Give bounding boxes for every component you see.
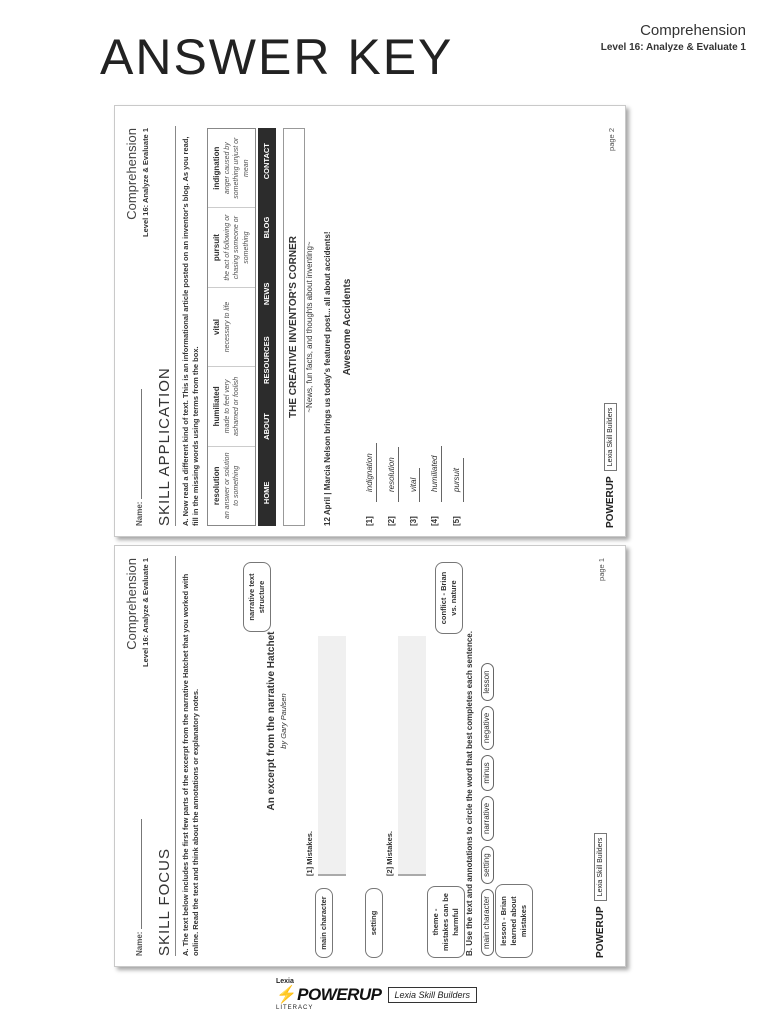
- word-def: the act of following or chasing someone or something: [223, 214, 250, 281]
- brand-tag: Lexia Skill Builders: [594, 833, 607, 902]
- nav-news: NEWS: [262, 282, 271, 306]
- answer-word: humiliated: [430, 446, 442, 502]
- answer-num: [2]: [386, 516, 396, 526]
- answer-row: [430, 128, 442, 526]
- page-2-rotated-content: [115, 116, 625, 536]
- powerup-logo: [276, 978, 382, 1011]
- word-term: pursuit: [212, 234, 221, 262]
- answer-word: pursuit: [452, 458, 464, 502]
- word-term: resolution: [212, 466, 221, 506]
- paragraph-2-text: [398, 636, 426, 876]
- circled-answer: negative: [481, 706, 494, 750]
- word-bank-item: [208, 446, 255, 525]
- circled-answer: minus: [481, 755, 494, 790]
- page-program: Comprehension: [124, 558, 139, 650]
- page-1-rotated-content: [115, 546, 615, 966]
- answer-num: [3]: [408, 516, 418, 526]
- name-label: Name:: [135, 931, 144, 956]
- answer-row: [387, 128, 399, 526]
- nav-about: ABOUT: [262, 413, 271, 440]
- word-term: humiliated: [212, 386, 221, 427]
- circled-answer: main character: [481, 889, 494, 956]
- brand-tag: Lexia Skill Builders: [604, 403, 617, 472]
- bolt-icon: ⚡: [276, 985, 298, 1004]
- word-bank: [207, 128, 256, 526]
- circled-answer: setting: [481, 846, 494, 884]
- page-level: Level 16: Analyze & Evaluate 1: [140, 128, 150, 237]
- word-bank-item: [208, 366, 255, 445]
- page-brand: [594, 833, 608, 958]
- word-def: made to feel very ashamed or foolish: [223, 376, 241, 436]
- annotation-setting: setting: [365, 888, 383, 958]
- word-bank-item: [208, 287, 255, 366]
- page-level: Level 16: Analyze & Evaluate 1: [140, 558, 150, 667]
- word-def: anger caused by something unjust or mean: [223, 137, 250, 199]
- program-label: Comprehension: [640, 22, 746, 39]
- annotation-main-character: main character: [315, 888, 333, 958]
- divider: [175, 556, 176, 956]
- page-program: Comprehension: [124, 128, 139, 220]
- paragraph-1-label: [1] Mistakes.: [305, 830, 314, 876]
- brand-logo: POWERUP: [594, 906, 606, 958]
- paragraph-2-label: [2] Mistakes.: [385, 830, 394, 876]
- literacy-label: LITERACY: [276, 1005, 314, 1011]
- answer-row: [452, 128, 464, 526]
- instruction: A. The text below includes the first few parts of the excerpt from the narrative Hatchet that you worked with online. Read the text and think about the annotations or explanatory notes.: [181, 573, 201, 956]
- word-term: vital: [212, 318, 221, 335]
- excerpt-author: by Gary Paulsen: [279, 693, 288, 749]
- word-term: indignation: [212, 146, 221, 190]
- page-number: page 2: [606, 128, 616, 151]
- worksheet-page-2: [114, 105, 626, 537]
- lexia-label: Lexia: [276, 978, 294, 985]
- name-label: Name:: [135, 501, 144, 526]
- blog-subtitle: ~News, fun facts, and thoughts about inventing~: [305, 241, 314, 413]
- page-brand: [604, 403, 618, 528]
- nav-resources: RESOURCES: [262, 336, 271, 384]
- article-title: Awesome Accidents: [342, 278, 353, 376]
- divider: [175, 126, 176, 526]
- word-def: an answer or solution to something: [223, 452, 241, 520]
- powerup-wordmark: POWERUP: [297, 985, 382, 1004]
- blog-nav: [258, 128, 276, 526]
- answer-row: [409, 128, 421, 526]
- annotation-theme: theme - mistakes can be harmful: [427, 886, 465, 958]
- name-line: [135, 389, 146, 526]
- blog-title: THE CREATIVE INVENTOR'S CORNER: [283, 128, 305, 526]
- answer-num: [4]: [430, 516, 440, 526]
- answer-num: [1]: [365, 516, 374, 526]
- annotation-narrative: narrative text structure: [243, 562, 271, 632]
- circled-answer: narrative: [481, 796, 494, 841]
- brand-logo: POWERUP: [604, 476, 616, 528]
- page-number: page 1: [596, 558, 606, 581]
- paragraph-1-text: [318, 636, 346, 876]
- page-header: [123, 128, 151, 237]
- circled-answer: lesson: [481, 663, 494, 700]
- answer-word: vital: [409, 468, 421, 502]
- blog-date-line: 12 April | Marcia Nelson brings us today's featured post... all about accidents!: [323, 231, 332, 526]
- section-title: SKILL APPLICATION: [156, 367, 173, 526]
- skill-builders-badge: Lexia Skill Builders: [388, 987, 478, 1003]
- name-blank: [141, 819, 142, 929]
- section-title: SKILL FOCUS: [156, 848, 173, 956]
- nav-contact: CONTACT: [262, 143, 271, 180]
- word-bank-item: [208, 129, 255, 207]
- answer-key-title: ANSWER KEY: [100, 29, 454, 85]
- part-b-answers: [481, 558, 498, 956]
- instruction: A. Now read a different kind of text. This is an informational article posted on an inventor's blog. As you read, fill in the missing words using terms from the box.: [181, 136, 201, 526]
- nav-home: HOME: [262, 481, 271, 505]
- answer-num: [5]: [452, 516, 462, 526]
- page-header: [123, 558, 151, 667]
- nav-blog: BLOG: [262, 216, 271, 239]
- level-label: Level 16: Analyze & Evaluate 1: [600, 42, 746, 53]
- answer-list: [365, 128, 474, 526]
- annotation-conflict: conflict - Brian vs. nature: [435, 562, 463, 634]
- word-bank-item: [208, 207, 255, 286]
- annotation-lesson: lesson - Brian learned about mistakes: [495, 884, 533, 958]
- part-b-instruction: B. Use the text and annotations to circle the word that best completes each sentence.: [465, 631, 474, 956]
- answer-word: indignation: [365, 443, 377, 502]
- excerpt-title: An excerpt from the narrative Hatchet: [266, 631, 277, 811]
- answer-row: [365, 128, 377, 526]
- footer-brand: [276, 978, 477, 1011]
- word-def: necessary to life: [223, 301, 231, 353]
- name-line: [135, 819, 146, 956]
- answer-word: resolution: [387, 447, 399, 502]
- worksheet-page-1: [114, 545, 626, 967]
- name-blank: [141, 389, 142, 499]
